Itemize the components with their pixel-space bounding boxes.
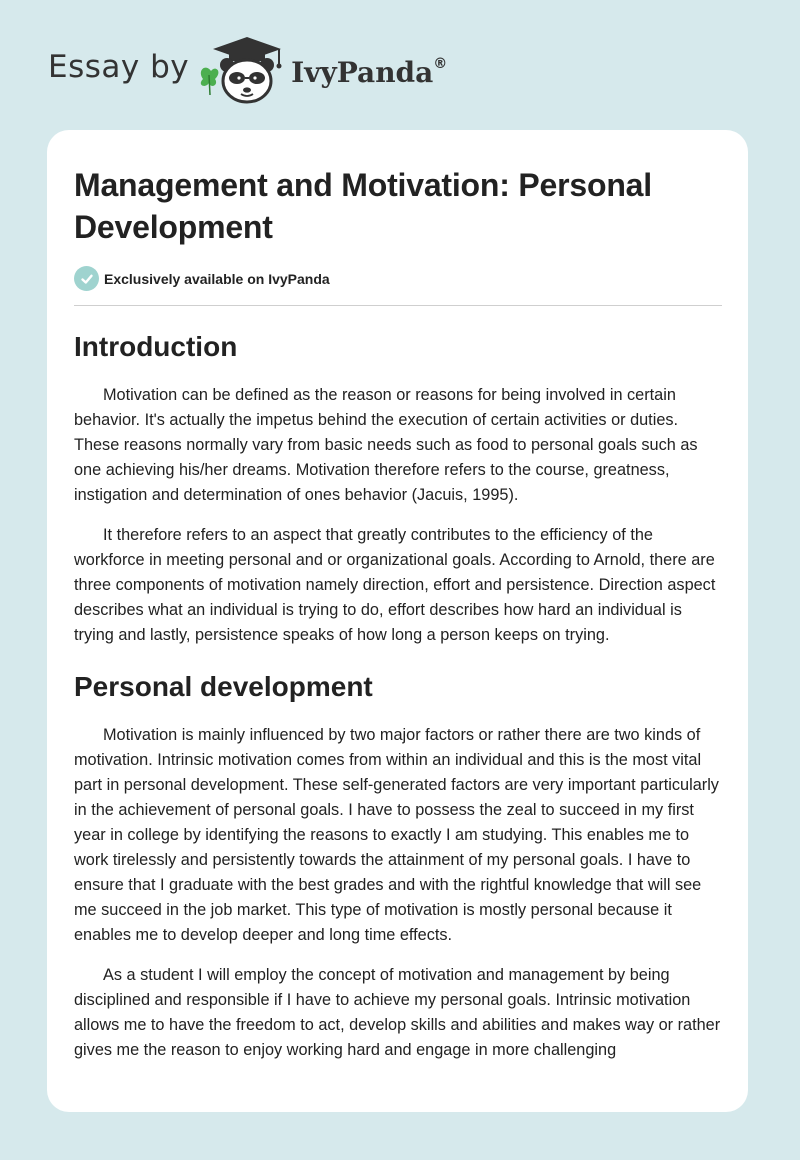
brand-name[interactable]: IvyPanda® <box>291 55 448 89</box>
paragraph: It therefore refers to an aspect that greatly contributes to the efficiency of the workforce in meeting personal and or organizational goals. According to Arnold, there are three components of motivation namely direction, effort and persistence. Direction aspect describes what an individual is trying to do, effort describes how hard an individual is trying and lastly, persistence speaks of how long a person keeps on trying. <box>74 526 716 644</box>
essay-by-label: Essay by <box>48 49 190 85</box>
check-circle-icon <box>74 266 99 291</box>
section-heading-personal-development: Personal development <box>74 671 373 702</box>
paragraph: Motivation can be defined as the reason or reasons for being involved in certain behavior. It's actually the impetus behind the execution of certain activities or duties. These reasons normally vary from basic needs such as food to personal goals such as one achieving his/her dreams. Motivation therefore refers to the course, greatness, instigation and determination of ones behavior (Jacuis, 1995). <box>74 386 698 504</box>
paragraph: As a student I will employ the concept of motivation and management by being disciplined and responsible if I have to achieve my personal goals. Intrinsic motivation allows me to have the freedom to act, develop skills and abilities and makes way or rather gives me the reason to enjoy working hard and engage in more challenging <box>74 966 721 1059</box>
divider <box>74 305 722 306</box>
registered-mark: ® <box>433 55 448 72</box>
badge-text: Exclusively available on IvyPanda <box>104 270 330 287</box>
essay-card <box>47 130 748 1112</box>
page-title: Management and Motivation: Personal Development <box>74 167 652 245</box>
site-header <box>48 38 508 108</box>
exclusive-badge <box>74 266 722 291</box>
paragraph: Motivation is mainly influenced by two major factors or rather there are two kinds of motivation. Intrinsic motivation comes from within an individual and this is the most vital part in personal development. These self-generated factors are very important particularly in the achievement of personal goals. I have to possess the zeal to succeed in my first year in college by identifying the reasons to exactly I am studying. This enables me to work tirelessly and persistently towards the attainment of my personal goals. I have to ensure that I graduate with the best grades and with the rightful knowledge that will see me succeed in the job market. This type of motivation is mostly personal because it enables me to develop deeper and long time effects. <box>74 726 719 944</box>
section-heading-introduction: Introduction <box>74 331 238 362</box>
panda-logo-icon[interactable] <box>197 35 289 105</box>
